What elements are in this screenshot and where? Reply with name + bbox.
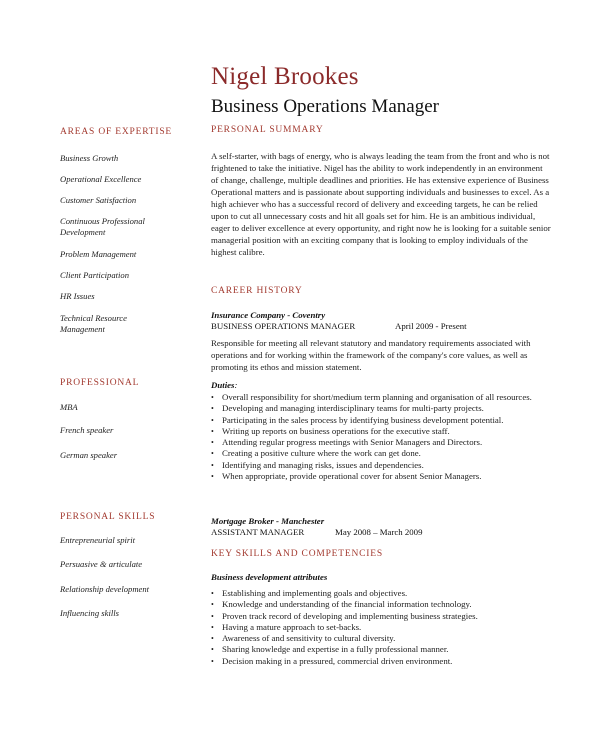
professional-item: German speaker (60, 450, 118, 460)
list-item: • Developing and managing interdisciplinary teams for multi-party projects. (211, 403, 484, 414)
list-item: • Identifying and managing risks, issues and dependencies. (211, 459, 424, 470)
career-heading: CAREER HISTORY (211, 286, 303, 296)
professional-heading: PROFESSIONAL (60, 378, 140, 388)
list-item: • Awareness of and sensitivity to cultural diversity. (211, 633, 396, 644)
key-skills-subheading: Business development attributes (211, 572, 328, 582)
job2-company: Mortgage Broker - Manchester (211, 516, 325, 526)
job2-dates: May 2008 – March 2009 (335, 527, 423, 537)
list-item: • Decision making in a pressured, commercial driven environment. (211, 655, 453, 666)
expertise-item: Technical Resource Management (60, 313, 127, 334)
expertise-item: Customer Satisfaction (60, 195, 137, 205)
list-item: • When appropriate, provide operational cover for absent Senior Managers. (211, 471, 482, 482)
list-item: • Knowledge and understanding of the financial information technology. (211, 599, 472, 610)
list-item: • Sharing knowledge and expertise in a fully professional manner. (211, 644, 449, 655)
list-item: • Establishing and implementing goals and objectives. (211, 588, 408, 598)
candidate-name: Nigel Brookes (211, 63, 359, 90)
list-item: • Attending regular progress meetings with Senior Managers and Directors. (211, 437, 483, 448)
personal-skill-item: Persuasive & articulate (60, 559, 143, 569)
job1-description: Responsible for meeting all relevant statutory and mandatory requirements associated with operations and for working within the framework of the company's core values, as well as promoting its ethos and mission statement. (211, 338, 531, 372)
expertise-item: Business Growth (60, 153, 119, 163)
duties-label: Duties: (211, 380, 238, 390)
key-skills-list (211, 588, 551, 667)
summary-text: A self-starter, with bags of energy, who is always leading the team from the front and who is not frightened to take the initiative. Nigel has the ability to work independently in an environment of change, challenge, multiple deadlines and priorities. He has extensive experience of Business Operational matters and is passionate about supporting individuals and businesses to excel. As a high achiever who has a successful record of delivery and exceeding targets, he can be relied upon to cut all unnecessary costs and hit all goals set for him. He is an ambitious individual, eager to deliver excellence at every opportunity, and right now he is looking for a suitable senior managerial position with an exciting company that is looking to employ individuals of the highest calibre. (211, 151, 551, 257)
personal-skill-item: Influencing skills (60, 608, 119, 618)
personal-skills-heading: PERSONAL SKILLS (60, 512, 156, 522)
personal-skill-item: Relationship development (60, 584, 150, 594)
job2-title: ASSISTANT MANAGER (211, 527, 305, 537)
job1-dates: April 2009 - Present (395, 321, 467, 331)
job1-company: Insurance Company - Coventry (211, 310, 326, 320)
list-item: • Having a mature approach to set-backs. (211, 621, 362, 632)
list-item: • Writing up reports on business operations for the executive staff. (211, 425, 450, 436)
list-item: • Proven track record of developing and implementing business strategies. (211, 610, 478, 621)
job2-title-row (211, 527, 423, 537)
professional-item: MBA (60, 402, 78, 412)
expertise-item: Client Participation (60, 270, 129, 280)
list-item: • Participating in the sales process by identifying business development potential. (211, 414, 504, 425)
list-item: • Creating a positive culture where the work can get done. (211, 448, 421, 459)
personal-skill-item: Entrepreneurial spirit (60, 535, 136, 545)
job1-title-row (211, 321, 467, 331)
duties-list (211, 392, 551, 482)
job1-title: BUSINESS OPERATIONS MANAGER (211, 321, 356, 331)
candidate-role: Business Operations Manager (211, 96, 439, 117)
expertise-item: Problem Management (60, 249, 137, 259)
expertise-heading: AREAS OF EXPERTISE (60, 127, 173, 137)
expertise-item: Operational Excellence (60, 174, 142, 184)
list-item: • Overall responsibility for short/medium term planning and organisation of all resources. (211, 392, 532, 402)
summary-heading: PERSONAL SUMMARY (211, 125, 324, 135)
expertise-item: Continuous Professional Development (60, 216, 145, 237)
key-skills-heading: KEY SKILLS AND COMPETENCIES (211, 549, 383, 559)
professional-item: French speaker (60, 425, 114, 435)
expertise-item: HR Issues (60, 291, 95, 301)
